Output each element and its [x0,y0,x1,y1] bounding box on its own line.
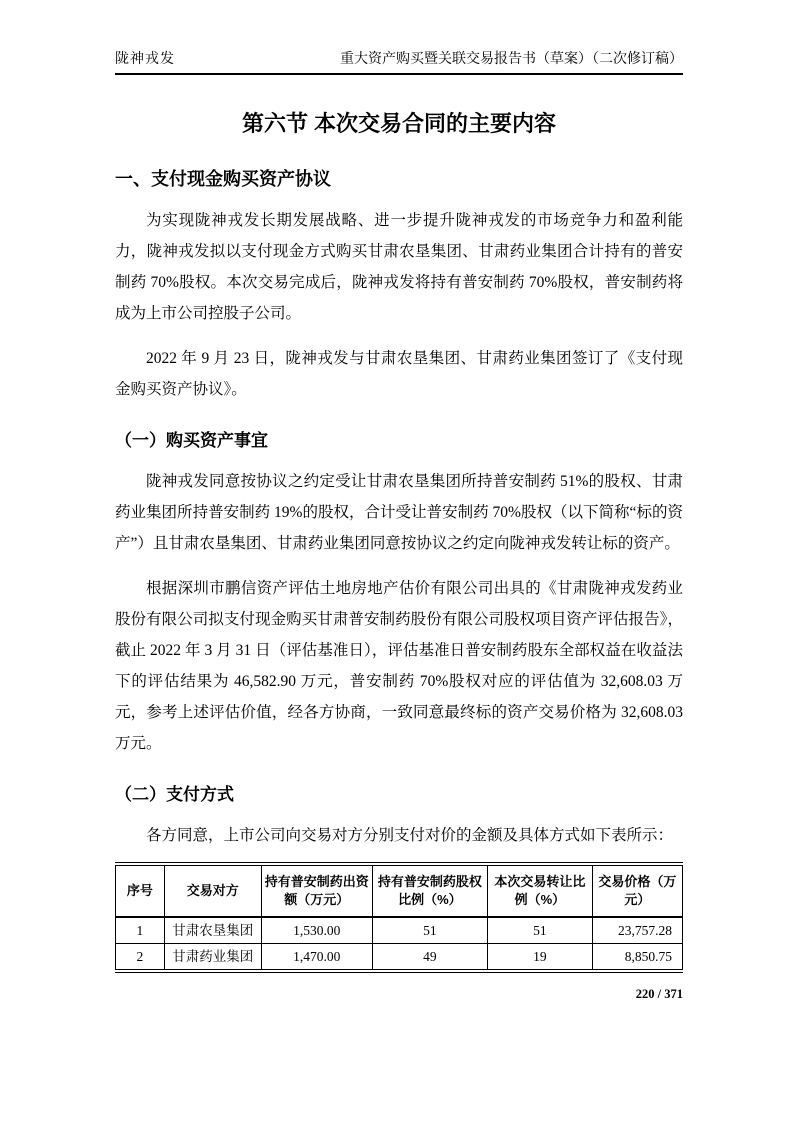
paragraph: 各方同意，上市公司向交易对方分别支付对价的金额及具体方式如下表所示： [146,827,674,844]
table-header-index: 序号 [116,864,165,917]
paragraph: 为实现陇神戎发长期发展战略、进一步提升陇神戎发的市场竞争力和盈利能力，陇神戎发拟以支付现金方式购买甘肃农垦集团、甘肃药业集团合计持有的普安制药 70%股权。本次交易完成后，陇神戎发将持有普安制药 70%股权，普安制药将成为上市公司控股子公司。 [115,212,683,322]
cell-equity-ratio: 49 [372,944,487,972]
cell-counterparty: 甘肃药业集团 [164,944,261,972]
table-header-price: 交易价格（万元） [592,864,682,917]
running-header [115,48,683,75]
cell-index: 1 [116,917,165,944]
chapter-title: 第六节 本次交易合同的主要内容 [241,111,557,136]
paragraph: 2022 年 9 月 23 日，陇神戎发与甘肃农垦集团、甘肃药业集团签订了《支付现金购买资产协议》。 [115,350,683,398]
cell-capital: 1,470.00 [261,944,372,972]
table-header-row [116,864,683,917]
cell-equity-ratio: 51 [372,917,487,944]
cell-counterparty: 甘肃农垦集团 [164,917,261,944]
table-header-capital: 持有普安制药出资额（万元） [261,864,372,917]
table-header-counterparty: 交易对方 [164,864,261,917]
cell-price: 23,757.28 [592,917,682,944]
table-header-transfer-ratio: 本次交易转让比例（%） [487,864,592,917]
paragraph: 根据深圳市鹏信资产评估土地房地产估价有限公司出具的《甘肃陇神戎发药业股份有限公司拟支付现金购买甘肃普安制药股份有限公司股权项目资产评估报告》，截止 2022 年 3 月 31 日（评估基准日），评估基准日普安制药股东全部权益在收益法下的评估结果为 46,582.90 万元，普安制药 70%股权对应的评估值为 32,608.03 万元，参考上述评估价值，经各方协商，一致同意最终标的资产交易价格为 32,608.03 万元。 [115,580,683,752]
table-header-equity-ratio: 持有普安制药股权比例（%） [372,864,487,917]
subsection-heading-payment: （二）支付方式 [115,785,234,804]
header-company-name: 陇神戎发 [115,52,175,67]
cell-index: 2 [116,944,165,972]
table-row [116,917,683,944]
header-report-title: 重大资产购买暨关联交易报告书（草案）（二次修订稿） [340,52,683,67]
table-row [116,944,683,972]
section-heading-agreement: 一、支付现金购买资产协议 [115,169,331,189]
subsection-heading-purchase: （一）购买资产事宜 [115,431,268,450]
cell-transfer-ratio: 51 [487,917,592,944]
cell-capital: 1,530.00 [261,917,372,944]
page-number: 220 / 371 [635,987,683,1001]
cell-transfer-ratio: 19 [487,944,592,972]
payment-table [115,862,683,973]
cell-price: 8,850.75 [592,944,682,972]
paragraph: 陇神戎发同意按协议之约定受让甘肃农垦集团所持普安制药 51%的股权、甘肃药业集团所持普安制药 19%的股权，合计受让普安制药 70%股权（以下简称“标的资产”）且甘肃农垦集团、甘肃药业集团同意按协议之约定向陇神戎发转让标的资产。 [115,473,683,552]
